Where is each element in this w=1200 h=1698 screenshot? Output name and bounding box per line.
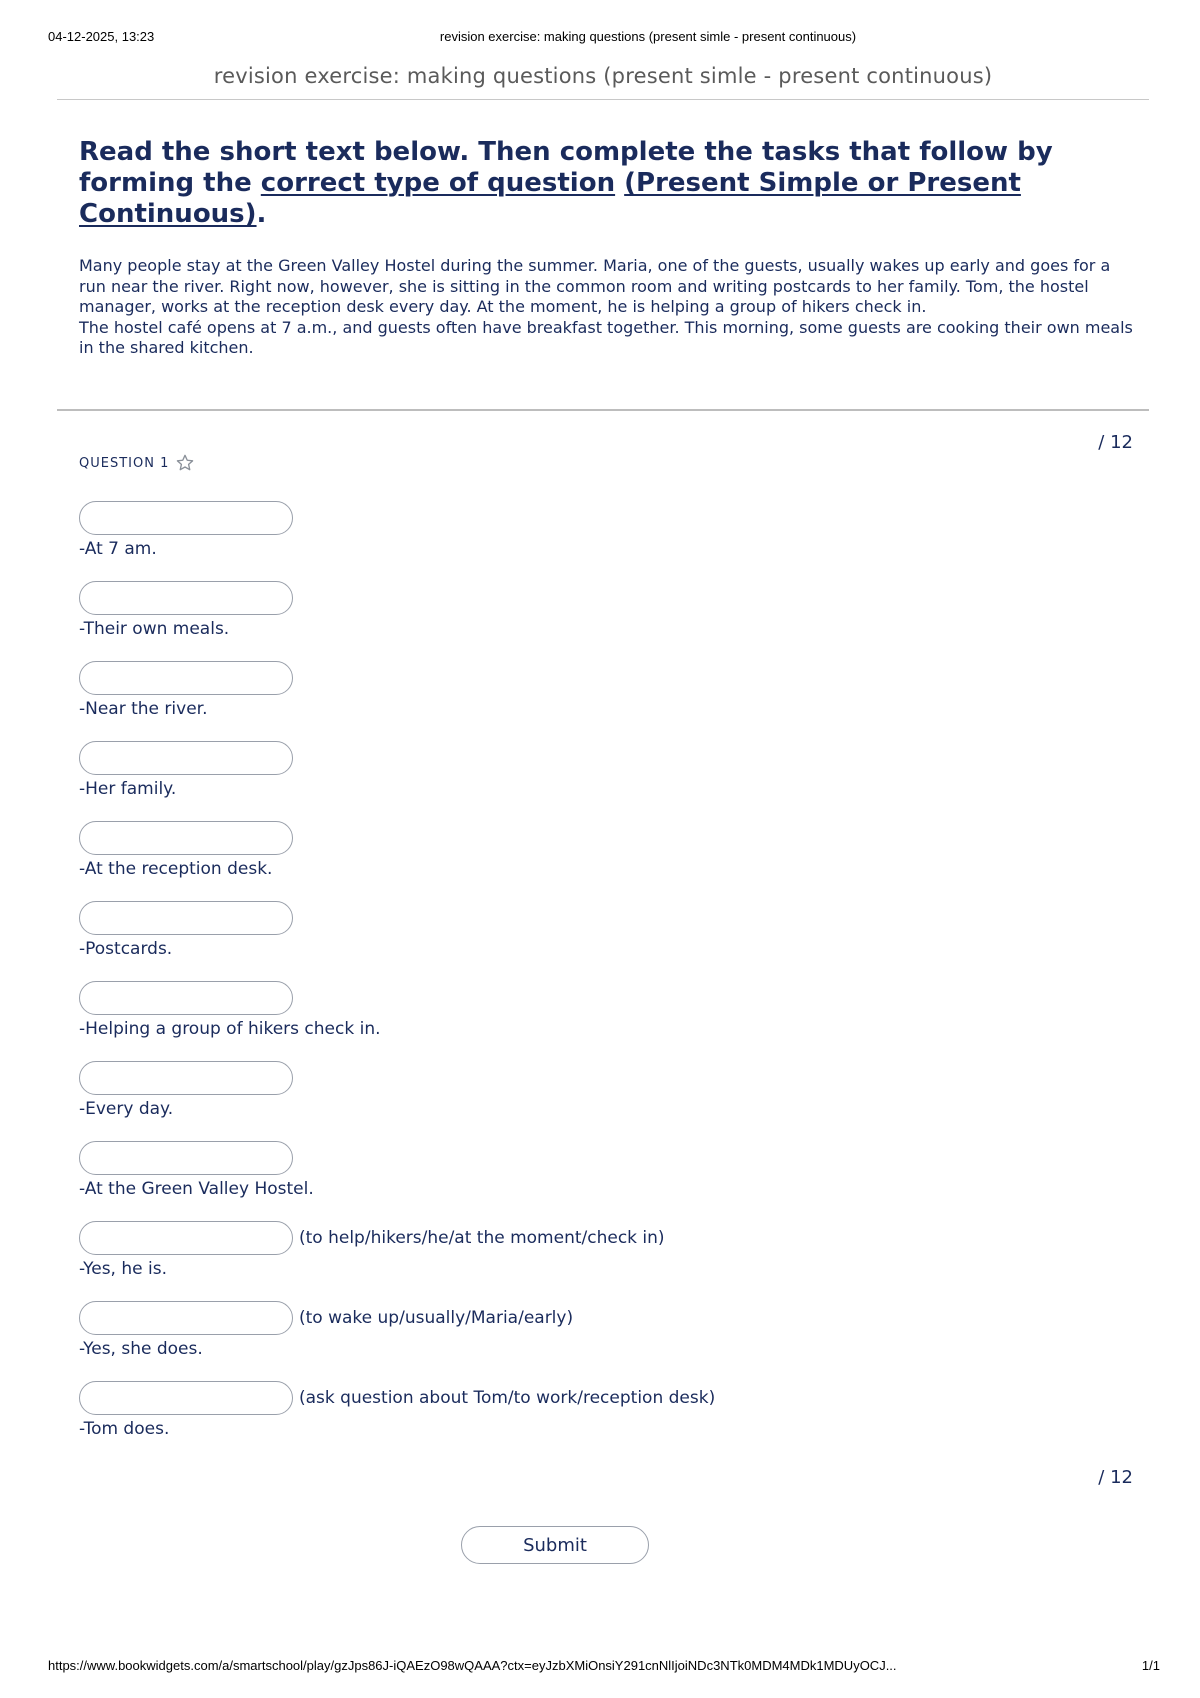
answer-input-1[interactable]: [79, 501, 293, 535]
question-item: [79, 1060, 1079, 1140]
question-item: [79, 980, 1079, 1060]
question-item: [79, 580, 1079, 660]
question-items: [79, 500, 1079, 1460]
score-top: / 12: [1098, 432, 1133, 453]
print-footer: [48, 1658, 1160, 1678]
passage-paragraph-2: The hostel café opens at 7 a.m., and guests often have breakfast together. This morning, some guests are cooking their own meals in the shared kitchen.: [79, 317, 1133, 357]
item-answer: -At the reception desk.: [79, 859, 273, 879]
answer-input-2[interactable]: [79, 581, 293, 615]
answer-input-3[interactable]: [79, 661, 293, 695]
item-answer: -Tom does.: [79, 1419, 170, 1439]
print-header: [0, 29, 1200, 49]
question-item: [79, 1300, 1079, 1380]
passage-paragraph-1: Many people stay at the Green Valley Hostel during the summer. Maria, one of the guests, usually wakes up early and goes for a run near the river. Right now, however, she is sitting in the common room and writing postcards to her family. Tom, the hostel manager, works at the reception desk every day. At the moment, he is helping a group of hikers check in.: [79, 256, 1111, 316]
star-icon[interactable]: [175, 453, 195, 473]
section-divider: [57, 409, 1149, 411]
print-datetime: 04-12-2025, 13:23: [48, 29, 155, 44]
question-item: [79, 500, 1079, 580]
instructions-tenses: (Present Simple or Present Continuous): [79, 168, 1021, 229]
question-item: [79, 740, 1079, 820]
instructions-space: [615, 168, 624, 198]
instructions-text: Read the short text below. Then complete the tasks that follow by forming the: [79, 137, 1053, 198]
item-hint: (to wake up/usually/Maria/early): [299, 1308, 574, 1328]
item-answer: -At the Green Valley Hostel.: [79, 1179, 314, 1199]
instructions-question-type: correct type of question: [260, 168, 616, 198]
item-answer: -Their own meals.: [79, 619, 230, 639]
question-item: [79, 1220, 1079, 1300]
question-item: [79, 900, 1079, 980]
item-answer: -At 7 am.: [79, 539, 157, 559]
question-item: [79, 820, 1079, 900]
answer-input-7[interactable]: [79, 981, 293, 1015]
item-answer: -Her family.: [79, 779, 177, 799]
reading-passage: [79, 256, 1139, 359]
answer-input-6[interactable]: [79, 901, 293, 935]
item-hint: (to help/hikers/he/at the moment/check in): [299, 1228, 665, 1248]
item-answer: -Helping a group of hikers check in.: [79, 1019, 381, 1039]
question-number: QUESTION 1: [79, 455, 170, 471]
page-title: revision exercise: making questions (present simle - present continuous): [213, 64, 993, 88]
header-divider: [57, 99, 1149, 100]
instructions-heading: [79, 137, 1129, 230]
question-label: [79, 453, 195, 473]
score-bottom: / 12: [1098, 1467, 1133, 1488]
item-answer: -Near the river.: [79, 699, 208, 719]
item-answer: -Yes, he is.: [79, 1259, 167, 1279]
item-hint: (ask question about Tom/to work/reception desk): [299, 1388, 716, 1408]
item-answer: -Every day.: [79, 1099, 174, 1119]
answer-input-8[interactable]: [79, 1061, 293, 1095]
instructions-end: .: [256, 199, 267, 229]
answer-input-10[interactable]: [79, 1221, 293, 1255]
print-url: https://www.bookwidgets.com/a/smartschool/play/gzJps86J-iQAEzO98wQAAA?ctx=eyJzbXMiOnsiY291cnNlIjoiNDc3NTk0MDM4MDk1MDUyOCJ...: [48, 1658, 897, 1673]
question-item: [79, 1380, 1079, 1460]
submit-button[interactable]: Submit: [461, 1526, 649, 1564]
answer-input-5[interactable]: [79, 821, 293, 855]
print-doc-title: revision exercise: making questions (present simle - present continuous): [439, 29, 857, 44]
print-page-number: 1/1: [1141, 1658, 1160, 1673]
answer-input-11[interactable]: [79, 1301, 293, 1335]
item-answer: -Yes, she does.: [79, 1339, 203, 1359]
item-answer: -Postcards.: [79, 939, 173, 959]
question-item: [79, 1140, 1079, 1220]
question-item: [79, 660, 1079, 740]
answer-input-4[interactable]: [79, 741, 293, 775]
answer-input-9[interactable]: [79, 1141, 293, 1175]
answer-input-12[interactable]: [79, 1381, 293, 1415]
